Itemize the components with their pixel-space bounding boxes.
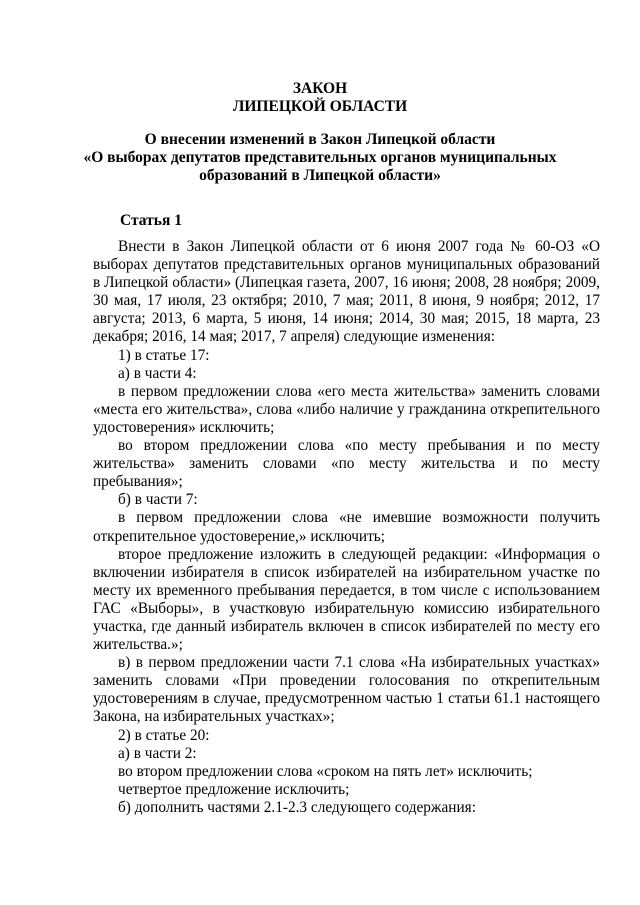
paragraph-text: четвертое предложение исключить;	[118, 780, 350, 798]
paragraph-subitem-a: а) в части 2:	[118, 744, 197, 762]
article-body	[93, 238, 600, 817]
law-title-line-2: «О выборах депутатов представительных органов муниципальных	[83, 149, 557, 166]
paragraph-subitem-b: б) дополнить частями 2.1-2.3 следующего содержания:	[118, 798, 476, 816]
paragraph-text: в первом предложении слова «его места жительства» заменить словами «места его жительства», слова «либо наличие у гражданина открепительного удостоверения» исключить;	[93, 382, 600, 436]
paragraph-text: во втором предложении слова «по месту пребывания и по месту жительства» заменить словами «по месту жительства и по месту пребывания»;	[93, 437, 600, 491]
paragraph-text: второе предложение изложить в следующей редакции: «Информация о включении избирателя в список избирателей на избирательном участке по месту их временного пребывания передается, в том числе с использованием ГАС «Выборы», в участковую избирательную комиссию избирательного участка, где данный избиратель включен в список избирателей по месту его жительства.»;	[93, 545, 600, 654]
paragraph-subitem-a: а) в части 4:	[118, 364, 197, 382]
paragraph-intro: Внести в Закон Липецкой области от 6 июня 2007 года № 60-ОЗ «О выборах депутатов представительных органов муниципальных образований в Липецкой области» (Липецкая газета, 2007, 16 июня; 2008, 28 ноября; 2009, 30 мая, 17 июля, 23 октября; 2010, 7 мая; 2011, 8 июня, 9 ноября; 2012, 17 августа; 2013, 6 марта, 5 июня, 14 июня; 2014, 30 мая; 2015, 18 марта, 23 декабря; 2016, 14 мая; 2017, 7 апреля) следующие изменения:	[93, 238, 600, 346]
law-title-line-3: образований в Липецкой области»	[199, 167, 441, 184]
paragraph-text: в первом предложении слова «не имевшие возможности получить открепительное удостоверение,» исключить;	[93, 509, 600, 545]
law-title-line-1: О внесении изменений в Закон Липецкой области	[144, 131, 496, 148]
law-label: ЗАКОН	[292, 80, 348, 97]
paragraph-item-1: 1) в статье 17:	[118, 346, 210, 364]
paragraph-subitem-c: в) в первом предложении части 7.1 слова «На избирательных участках» заменить словами «При проведении голосования по открепительным удостоверениям в случае, предусмотренном частью 1 статьи 61.1 настоящего Закона, на избирательных участках»;	[93, 654, 600, 726]
article-heading: Статья 1	[120, 212, 182, 229]
region-label: ЛИПЕЦКОЙ ОБЛАСТИ	[232, 98, 408, 115]
paragraph-text: во втором предложении слова «сроком на пять лет» исключить;	[118, 762, 533, 780]
paragraph-item-2: 2) в статье 20:	[118, 726, 210, 744]
paragraph-subitem-b: б) в части 7:	[118, 491, 198, 509]
